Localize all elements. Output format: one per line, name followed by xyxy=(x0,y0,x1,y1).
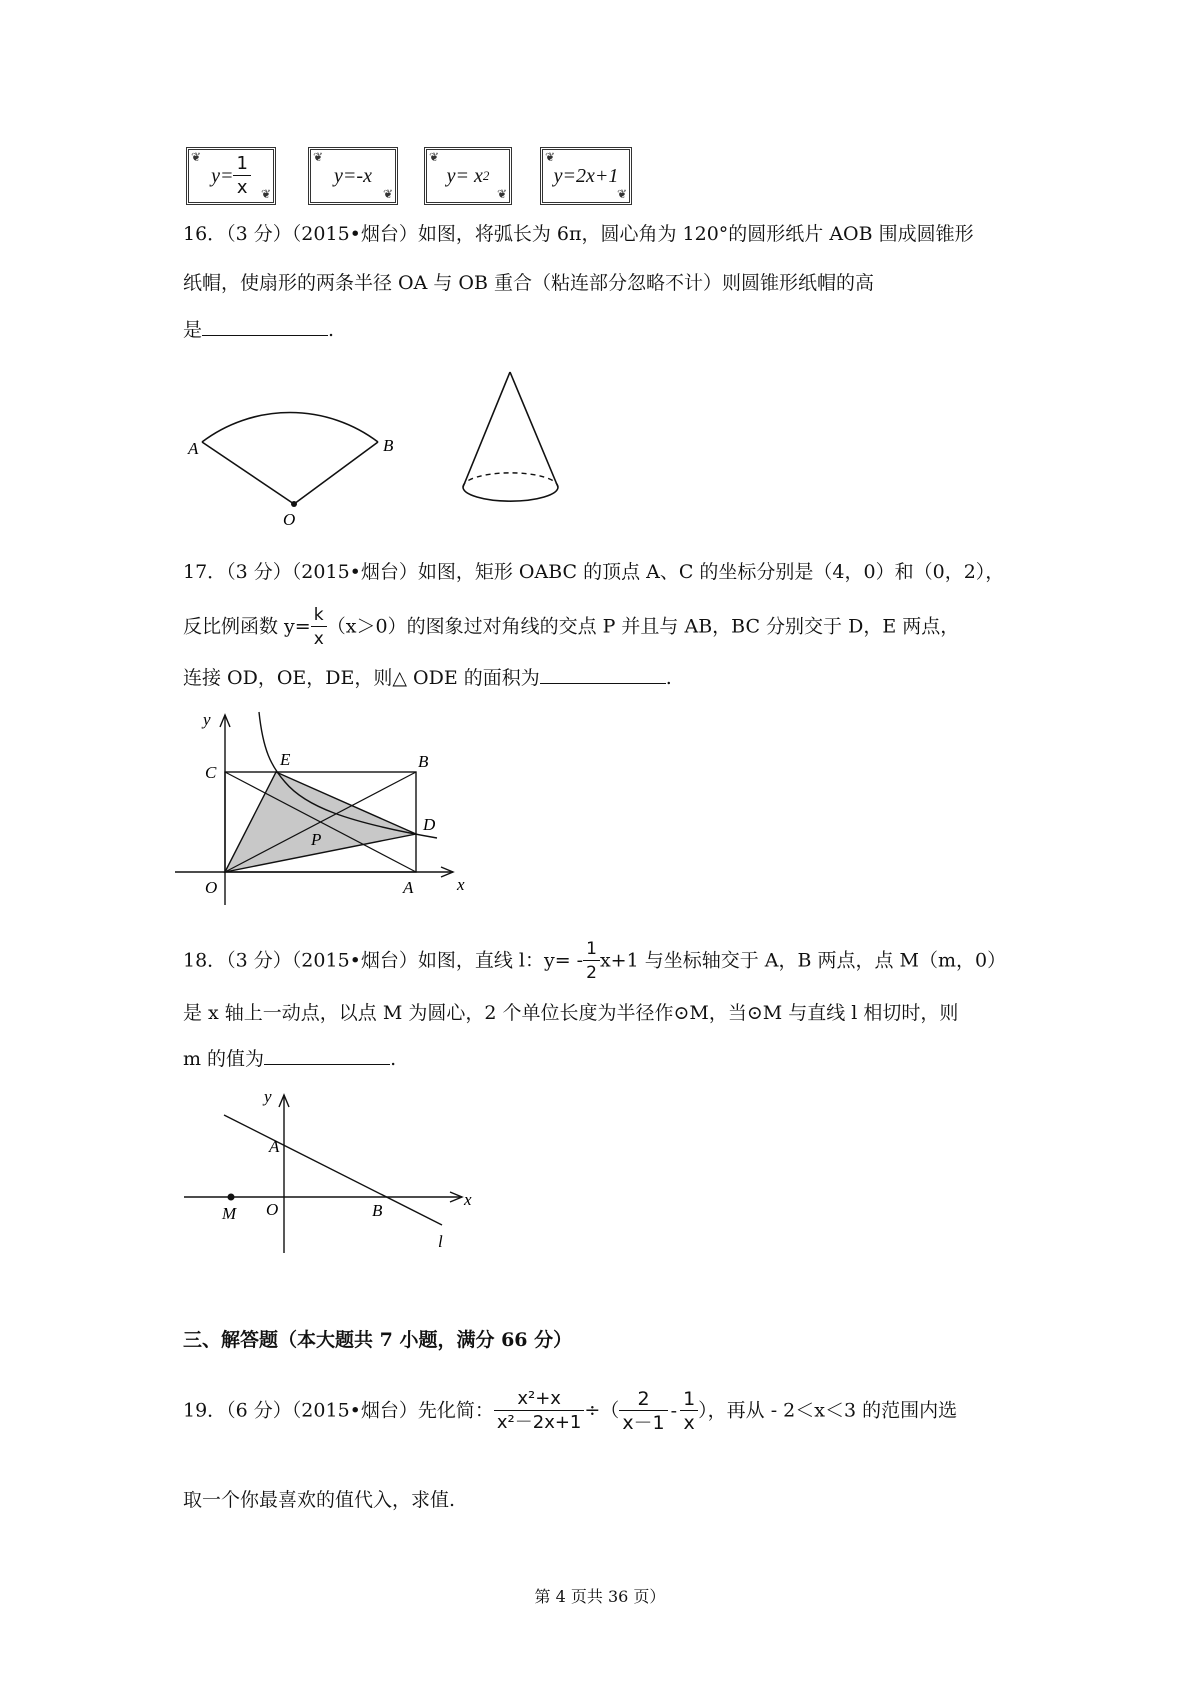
q17-line3 xyxy=(183,663,672,693)
q16-figure xyxy=(175,365,595,525)
sector-radius-ob xyxy=(294,442,378,504)
corner-ornament-icon: ❦ xyxy=(616,187,627,201)
q16-line3-text: 是 xyxy=(183,319,203,341)
q17-end: . xyxy=(665,667,672,689)
label-o: O xyxy=(283,510,296,525)
label-b: B xyxy=(418,752,429,771)
cone-base-front xyxy=(463,487,558,501)
q19-minus: - xyxy=(670,1399,678,1422)
card-square xyxy=(424,147,512,205)
q18-line1-a: 18．（3 分）（2015•烟台）如图，直线 l：y= - xyxy=(183,949,584,972)
label-y: y xyxy=(203,710,211,729)
fraction-denominator: x xyxy=(683,1412,695,1434)
label-o: O xyxy=(266,1200,279,1219)
fraction-numerator: 2 xyxy=(619,1388,667,1411)
fraction-numerator: x²+x xyxy=(494,1388,585,1411)
answer-blank[interactable] xyxy=(264,1044,390,1065)
corner-ornament-icon: ❦ xyxy=(429,150,440,164)
corner-ornament-icon: ❦ xyxy=(496,187,507,201)
sector-radius-oa xyxy=(202,442,294,504)
label-a: A xyxy=(269,1137,280,1156)
corner-ornament-icon: ❦ xyxy=(313,150,324,164)
label-b: B xyxy=(383,436,394,455)
q16-line1: 16．（3 分）（2015•烟台）如图，将弧长为 6π，圆心角为 120°的圆形纸片 AOB 围成圆锥形 xyxy=(183,223,974,245)
label-p: P xyxy=(311,830,322,849)
card-superscript: 2 xyxy=(482,168,490,183)
q18-end: . xyxy=(390,1048,397,1070)
line-l xyxy=(224,1115,442,1225)
q18-fraction xyxy=(583,938,600,985)
fraction-numerator: 1 xyxy=(583,938,600,961)
q19-line2: 取一个你最喜欢的值代入，求值. xyxy=(183,1489,456,1511)
q19-fraction-main xyxy=(494,1388,585,1435)
q18-figure xyxy=(180,1085,480,1260)
q18-line1 xyxy=(183,938,1006,985)
card-label: y= xyxy=(211,164,234,187)
card-label: y=2x+1 xyxy=(553,164,619,187)
q17-line1: 17．（3 分）（2015•烟台）如图，矩形 OABC 的顶点 A、C 的坐标分别是（4，0）和（0，2）， xyxy=(183,561,1005,583)
card-inverse-function xyxy=(186,147,276,205)
q18-line2: 是 x 轴上一动点，以点 M 为圆心，2 个单位长度为半径作⊙M，当⊙M 与直线 l 相切时，则 xyxy=(183,1002,959,1024)
q19-prefix: 19．（6 分）（2015•烟台）先化简： xyxy=(183,1399,494,1422)
fraction-numerator: k xyxy=(311,604,327,627)
label-x: x xyxy=(457,875,465,894)
q16-line3 xyxy=(183,315,334,345)
point-m xyxy=(228,1194,235,1201)
q16-line2: 纸帽，使扇形的两条半径 OA 与 OB 重合（粘连部分忽略不计）则圆锥形纸帽的高 xyxy=(183,272,874,294)
label-c: C xyxy=(205,763,217,782)
corner-ornament-icon: ❦ xyxy=(382,187,393,201)
q19-fraction-3 xyxy=(680,1388,698,1435)
fraction-denominator: x－1 xyxy=(622,1412,665,1434)
q17-fraction xyxy=(311,604,327,651)
label-d: D xyxy=(423,815,436,834)
fraction-denominator: x²－2x+1 xyxy=(496,1412,582,1433)
label-b: B xyxy=(372,1201,383,1220)
fraction-denominator: 2 xyxy=(586,963,597,983)
q19-suffix: ），再从 - 2＜x＜3 的范围内选 xyxy=(698,1399,958,1422)
q19-divide: ÷（ xyxy=(584,1399,620,1422)
card-linear xyxy=(540,147,632,205)
q17-line2 xyxy=(183,604,959,651)
cone-side-left xyxy=(463,372,510,487)
fraction-numerator: 1 xyxy=(680,1388,698,1411)
card-negative-x xyxy=(308,147,398,205)
label-a: A xyxy=(403,878,414,897)
sector-arc xyxy=(202,412,378,442)
label-o: O xyxy=(205,878,218,897)
answer-blank[interactable] xyxy=(540,663,666,684)
corner-ornament-icon: ❦ xyxy=(545,150,556,164)
label-y: y xyxy=(264,1087,272,1106)
point-o xyxy=(291,501,297,507)
page-footer: 第 4 页共 36 页） xyxy=(534,1587,666,1606)
q18-line1-b: x+1 与坐标轴交于 A，B 两点，点 M（m，0） xyxy=(599,949,1007,972)
q18-line3 xyxy=(183,1044,396,1074)
card-label: y= x xyxy=(446,164,483,187)
label-l: l xyxy=(438,1232,443,1251)
q17-line2-b: （x＞0）的图象过对角线的交点 P 并且与 AB，BC 分别交于 D，E 两点， xyxy=(326,615,960,638)
label-e: E xyxy=(280,750,291,769)
label-a: A xyxy=(188,439,199,458)
q18-line3-text: m 的值为 xyxy=(183,1048,265,1070)
cone-base-back xyxy=(463,473,558,487)
label-m: M xyxy=(222,1204,237,1223)
cone-side-right xyxy=(510,372,558,487)
fraction-denominator: x xyxy=(236,176,248,198)
fraction-numerator: 1 xyxy=(233,153,250,176)
q19-line1 xyxy=(183,1388,957,1435)
corner-ornament-icon: ❦ xyxy=(191,150,202,164)
fraction-denominator: x xyxy=(313,629,324,649)
section-title: 三、解答题（本大题共 7 小题，满分 66 分） xyxy=(183,1329,573,1351)
q17-line3-text: 连接 OD，OE，DE，则△ ODE 的面积为 xyxy=(183,667,540,689)
label-x: x xyxy=(464,1190,472,1209)
q19-fraction-2 xyxy=(619,1388,667,1435)
card-label: y=-x xyxy=(334,164,372,187)
answer-blank[interactable] xyxy=(202,315,328,336)
card-fraction xyxy=(233,153,250,200)
corner-ornament-icon: ❦ xyxy=(260,187,271,201)
q16-end: . xyxy=(328,319,335,341)
q17-line2-a: 反比例函数 y= xyxy=(183,615,311,638)
q17-figure xyxy=(175,710,485,910)
